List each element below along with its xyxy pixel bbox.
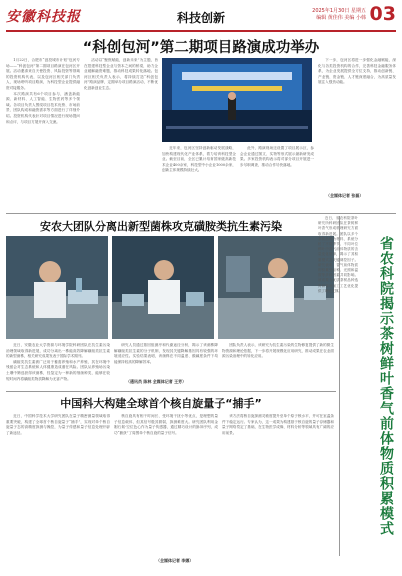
article2-paragraph: 磺胺类抗生素被广泛用于畜禽养殖和水产养殖，其在环境中残留会对生态系统和人体健康造成潜在风险。团队从养殖场污染土壤中筛选获得该菌株，经鉴定为一种新的细菌种类，能够在较短时间内将磺胺类物质降解为无害产物。 (6, 359, 110, 381)
article1-byline: （全媒体记者 张磊） (326, 193, 364, 198)
editor-text: 编辑 黄佳伟 美编 小韩 (316, 15, 366, 21)
article1-paragraph: 1月22日，合肥市“创投城市计划”包河专场——“科创包河”第二期项目路演在包河区开展。活动邀请来自天使投资、风险投资等领域的投资机构代表，以及包河区相关部门负责人，现场聆听项目路演，为科技型企业提供融资对接服务。 (6, 58, 80, 90)
article1-column-3 (162, 146, 236, 210)
sidebar-headline: 省农科院揭示茶树鲜叶香气前体物质积累模式 (378, 236, 394, 536)
article1-column-4 (240, 146, 314, 210)
article1-paragraph: 本次路演共有6个项目参与，涵盖新能源、新材料、人工智能、生物医药等多个领域。各项目负责人围绕项目技术优势、市场前景、团队构成和融资需求等方面进行了详细介绍。投资机构代表针对项目情况进行现场提问和点评，与项目方展开深入交流。 (6, 91, 80, 124)
article2-photo-mid (112, 236, 214, 339)
article1-column-1 (6, 58, 80, 210)
article1-column-2 (84, 58, 158, 210)
dateline (312, 8, 366, 22)
article1-paragraph: 近年来，包河区坚持创新驱动发展战略，加快构建现代化产业体系，着力培育科技型企业。截至目前，全区已累计培育国家级高新技术企业400余家，科技型中小企业1000余家，创新主体规模持续壮大。 (162, 146, 236, 173)
article2-photo-right (218, 236, 334, 339)
article2-headline: 安农大团队分离出新型菌株攻克磺胺类抗生素污染 (40, 220, 282, 233)
article3-paragraph: 该方法将核自旋探测灵敏度提升至单个原子核水平，并可在室温条件下稳定运行。专家认为，这一成果为构建基于核自旋的量子存储器和量子网络奠定了基础，在生物医学成像、材料分析等领域具有广阔的应用前景。 (222, 414, 334, 435)
page-number: 03 (369, 3, 396, 25)
article3-byline: （全媒体记者 李娜） (156, 558, 194, 563)
article3-column-2 (114, 414, 218, 554)
date-text: 2025年1月30日 星期五 (312, 8, 366, 14)
article3-paragraph: 核自旋具有相干时间长、受环境干扰小等优点，是理想的量子信息载体，但其信号极其微弱，探测难度大。研究团队利用金刚石氮-空位色心作为量子传感器，通过精巧设计的脉冲序列，成功“捕获”了周围单个核自旋的量子信号。 (114, 414, 218, 435)
header-rule (6, 30, 396, 32)
article1-paragraph: 此外，路演现场还设置了项目展示区，参会企业通过图文、实物等形式展示最新研发成果。多家投资机构表示将对部分项目开展进一步尽职调查，推动合作尽快落地。 (240, 146, 314, 167)
article2-column-2 (114, 343, 218, 379)
article1-paragraph: 下一步，包河区将进一步强化金融赋能，深化与各类投资机构的合作，完善科技金融服务体系，为企业发展提供全方位支持，推动创新链、产业链、资金链、人才链深度融合，为高质量发展注入强劲动能。 (318, 58, 396, 85)
laboratory-experiment-image (112, 236, 214, 339)
lab-researcher-image (6, 236, 108, 339)
sample-analysis-image (218, 236, 334, 339)
section-divider (6, 213, 396, 214)
section-title: 科技创新 (176, 11, 225, 25)
sidebar-body (318, 216, 358, 556)
article1-column-5 (318, 58, 396, 190)
article2-byline: （通讯员 陈林 全媒体记者 王芳） (126, 379, 187, 384)
article1-photo (162, 58, 312, 142)
article2-photo-left (6, 236, 108, 339)
article2-column-1 (6, 343, 110, 389)
article3-headline: 中国科大构建全球首个核自旋量子“捕手” (60, 397, 262, 410)
section-divider (6, 391, 336, 392)
roadshow-stage-image (162, 58, 312, 142)
article2-paragraph: 研究人员通过基因组测序和代谢途径分析，揭示了该菌株降解磺胺类抗生素的分子机制，发现其关键降解基因具有较强的环境适应性。实验结果表明，该菌株在不同温度、酸碱度条件下均能保持较高的降解效率。 (114, 343, 218, 364)
sidebar-paragraph: 近日，省农科院茶叶研究所科研团队在茶树鲜叶香气形成机理研究方面取得新进展。团队以多个茶树品种为材料，系统分析了不同季节、不同叶位鲜叶中香气前体物质的含量变化规律，揭示了其积累模式及关键调控因子。研究表明，香气前体物质的积累受品种、光照和温度等多种因素共同影响。该成果为优质茶树品种选育和茶叶加工工艺优化提供了理论支撑。 (318, 216, 358, 293)
article1-paragraph: 活动以“聚焦赋能，创新未来”为主题，旨在搭建科技型企业与资本之间的桥梁，助力企业破解融资难题，推动科技成果转化落地。包河区相关负责人表示，将持续打造“科创包河”路演品牌，定期举办项目路演活动，不断优化创新创业生态。 (84, 58, 158, 90)
article1-headline: “科创包河”第二期项目路演成功举办 (82, 40, 320, 56)
masthead-logo: 安徽科技报 (6, 9, 81, 25)
article2-paragraph: 团队负责人表示，该研究为抗生素污染的生物修复提供了新的微生物资源和理论依据，下一步将开展规模化应用研究，推动成果在农业面源污染治理中的转化应用。 (222, 343, 334, 359)
article3-paragraph: 近日，中国科学技术大学研究团队在量子精密测量领域取得重要突破，构建了全球首个核自旋量子“捕手”，实现对单个核自旋量子态的高精度探测与操控，为量子传感和量子信息处理开辟了新途径。 (6, 414, 110, 435)
article2-paragraph: 近日，安徽农业大学资源与环境学院科研团队在抗生素污染治理领域取得新进展，成功分离出一株能高效降解磺胺类抗生素的新型菌株，相关研究成果发表于国际学术期刊。 (6, 343, 110, 359)
article3-column-1 (6, 414, 110, 554)
